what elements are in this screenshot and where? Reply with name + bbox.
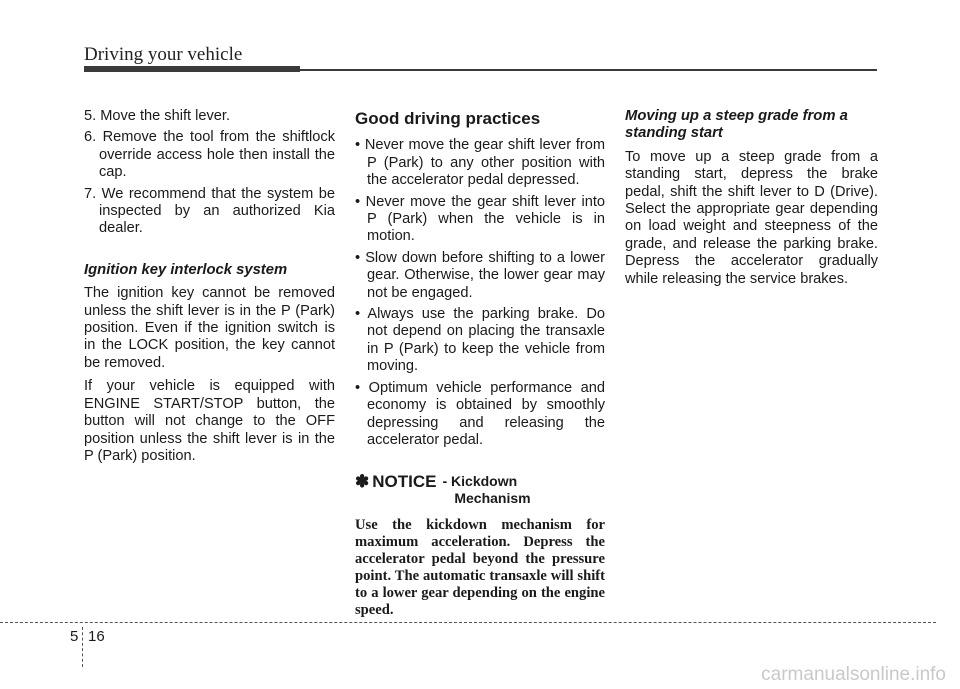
interlock-paragraph-2: If your vehicle is equipped with ENGINE START/STOP button, the button will not change to the OFF position unless the shift lever is in the P (Park) position. [84, 378, 335, 464]
practice-item [355, 137, 605, 189]
step-7: 7. We recommend that the system be inspected by an authorized Kia dealer. [84, 185, 335, 237]
practice-item [355, 306, 605, 376]
notice-subtitle-line-2: Mechanism [454, 490, 531, 507]
column-3 [625, 108, 878, 294]
practice-item [355, 194, 605, 246]
bullet-glyph: • [355, 137, 361, 154]
steep-grade-heading: Moving up a steep grade from a standing start [625, 108, 848, 142]
steep-grade-paragraph: To move up a steep grade from a standing start, depress the brake pedal, shift the shift lever to D (Drive). Select the appropriate gear depending on load weight and steepness of the grade, and release the parking brake. Depress the accelerator gradually while releasing the service brakes. [625, 148, 878, 287]
column-2 [355, 110, 605, 619]
header-rule-thin [300, 69, 877, 71]
footer-page-separator [82, 627, 83, 667]
footer-divider [0, 622, 936, 623]
good-driving-heading: Good driving practices [355, 109, 541, 128]
bullet-glyph: • [355, 306, 361, 323]
driving-practices-list [355, 137, 605, 449]
practice-text: Optimum vehicle performance and economy is obtained by smoothly depressing and releasing the accelerator pedal. [367, 379, 605, 448]
notice-subtitle [442, 473, 542, 507]
notice-title: NOTICE [372, 472, 437, 492]
bullet-glyph: • [355, 193, 361, 210]
page-number: 16 [88, 628, 105, 645]
notice-body: Use the kickdown mechanism for maximum acceleration. Depress the accelerator pedal beyond the pressure point. The automatic transaxle will shift to a lower gear depending on the engine speed. [355, 517, 605, 619]
notice-star-icon: ✽ [355, 472, 370, 492]
chapter-number: 5 [70, 628, 79, 645]
practice-text: Never move the gear shift lever from P (Park) to any other position with the accelerator pedal depressed. [364, 137, 605, 189]
interlock-paragraph-1: The ignition key cannot be removed unless the shift lever is in the P (Park) position. Even if the ignition switch is in the LOCK position, the key cannot be removed. [84, 285, 335, 371]
practice-item [355, 380, 605, 450]
column-1 [84, 108, 335, 471]
bullet-glyph: • [355, 249, 361, 266]
steps-list [84, 108, 335, 238]
notice-header [355, 473, 605, 507]
notice-box [355, 473, 605, 619]
step-5: 5. Move the shift lever. [84, 108, 231, 124]
header-rule-thick [84, 66, 300, 72]
watermark: carmanualsonline.info [761, 664, 946, 685]
notice-subtitle-line-1: - Kickdown [442, 473, 518, 490]
bullet-glyph: • [355, 379, 361, 396]
practice-text: Never move the gear shift lever into P (Park) when the vehicle is in motion. [365, 193, 605, 245]
practice-item [355, 250, 605, 302]
header-title: Driving your vehicle [84, 44, 243, 65]
step-6: 6. Remove the tool from the shiftlock override access hole then install the cap. [84, 129, 335, 181]
interlock-heading: Ignition key interlock system [84, 261, 288, 278]
practice-text: Slow down before shifting to a lower gear. Otherwise, the lower gear may not be engaged. [365, 249, 605, 301]
practice-text: Always use the parking brake. Do not depend on placing the transaxle in P (Park) to keep the vehicle from moving. [367, 306, 605, 375]
